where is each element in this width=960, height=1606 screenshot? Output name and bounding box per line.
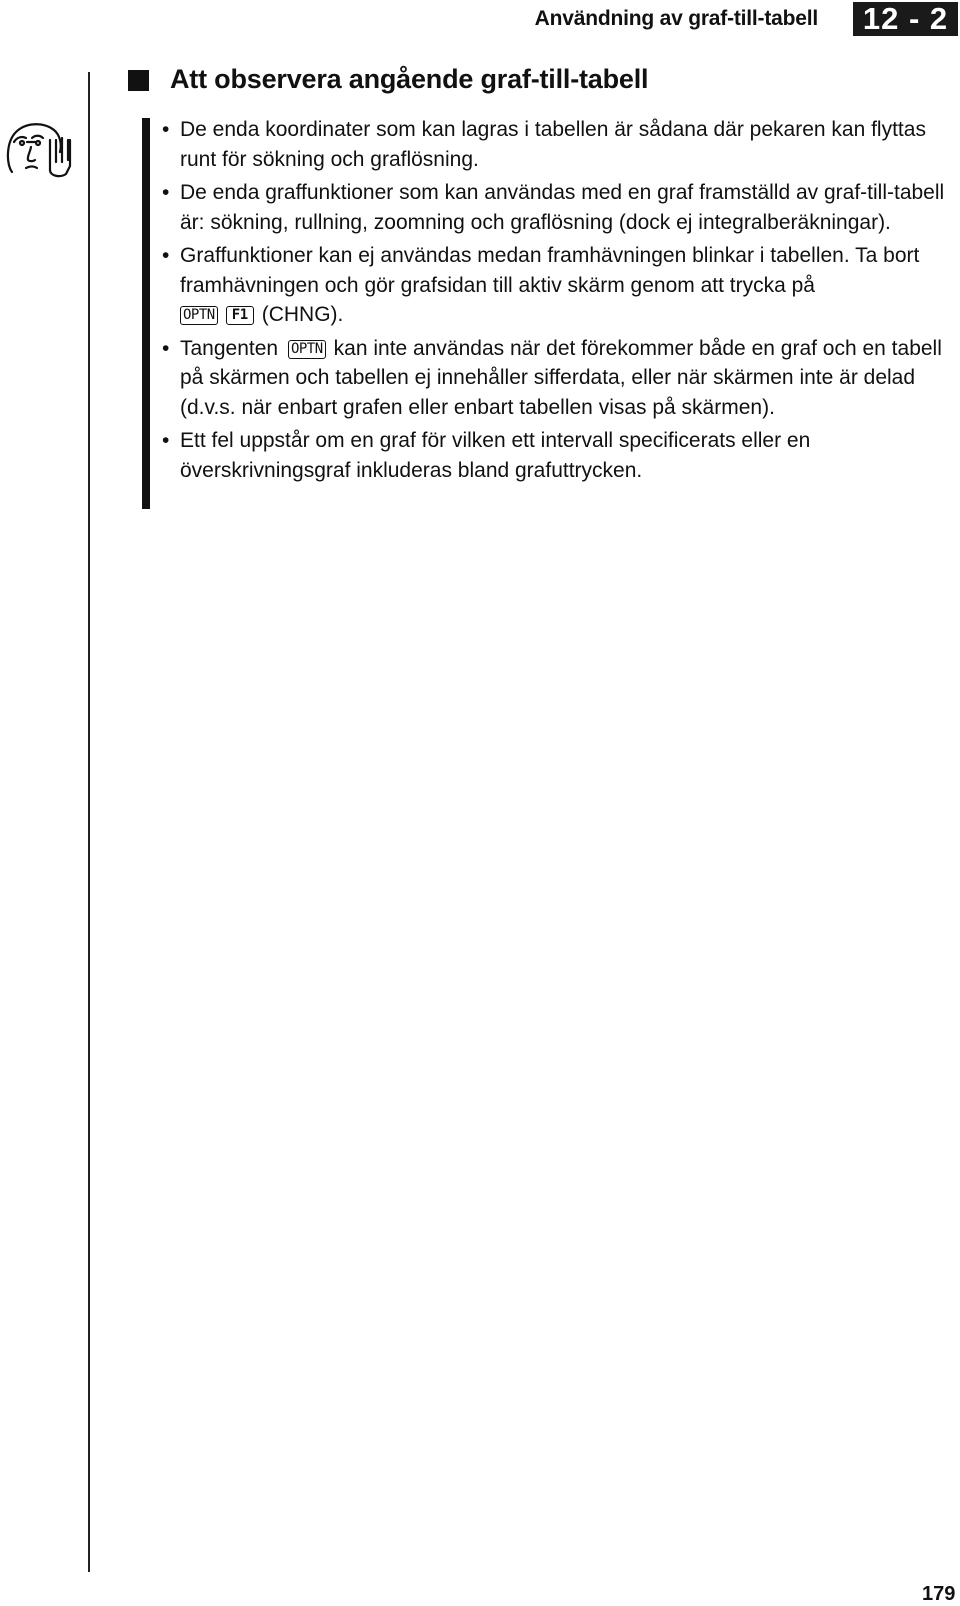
thinking-person-icon — [4, 120, 76, 180]
chapter-badge: 12 - 2 — [853, 2, 958, 36]
bullet: • — [162, 181, 170, 204]
bullet: • — [162, 429, 170, 452]
section-square-icon — [128, 70, 149, 91]
bullet-text-suffix: (CHNG). — [261, 303, 344, 326]
f1-key-icon: F1 — [226, 306, 254, 325]
section-title: Att observera angående graf-till-tabell — [170, 64, 649, 94]
note-bar — [142, 118, 150, 509]
notes-list — [162, 115, 952, 489]
header-title: Användning av graf-till-tabell — [534, 7, 818, 30]
bullet-text: Graffunktioner kan ej användas medan framhävningen blinkar i tabellen. Ta bort framhävningen och gör grafsidan till aktiv skärm genom att trycka på — [180, 244, 920, 297]
list-item — [162, 426, 952, 485]
page-number: 179 — [922, 1583, 956, 1605]
bullet-text: kan inte användas när det förekommer både en graf och en tabell på skärmen och tabellen ej innehåller sifferdata, eller när skärmen inte är delad (d.v.s. när enbart grafen eller enbart tabellen visas på skärmen). — [180, 336, 942, 419]
bullet-text: Ett fel uppstår om en graf för vilken ett intervall specificerats eller en överskrivningsgraf inkluderas bland grafuttrycken. — [180, 429, 811, 482]
bullet-text: De enda graffunktioner som kan användas med en graf framställd av graf-till-tabell är: sökning, rullning, zoomning och graflösning (dock ej integralberäkningar). — [180, 181, 945, 234]
list-item — [162, 178, 952, 237]
bullet-text-prefix: Tangenten — [180, 336, 279, 360]
list-item — [162, 241, 952, 330]
bullet: • — [162, 118, 170, 141]
list-item — [162, 334, 952, 423]
left-margin-rule — [88, 72, 90, 1572]
bullet: • — [162, 244, 170, 267]
bullet-text: De enda koordinater som kan lagras i tabellen är sådana där pekaren kan flyttas runt för sökning och graflösning. — [180, 118, 926, 171]
optn-key-icon: OPTN — [288, 340, 326, 359]
bullet: • — [162, 336, 170, 360]
list-item — [162, 115, 952, 174]
optn-key-icon: OPTN — [180, 306, 218, 325]
